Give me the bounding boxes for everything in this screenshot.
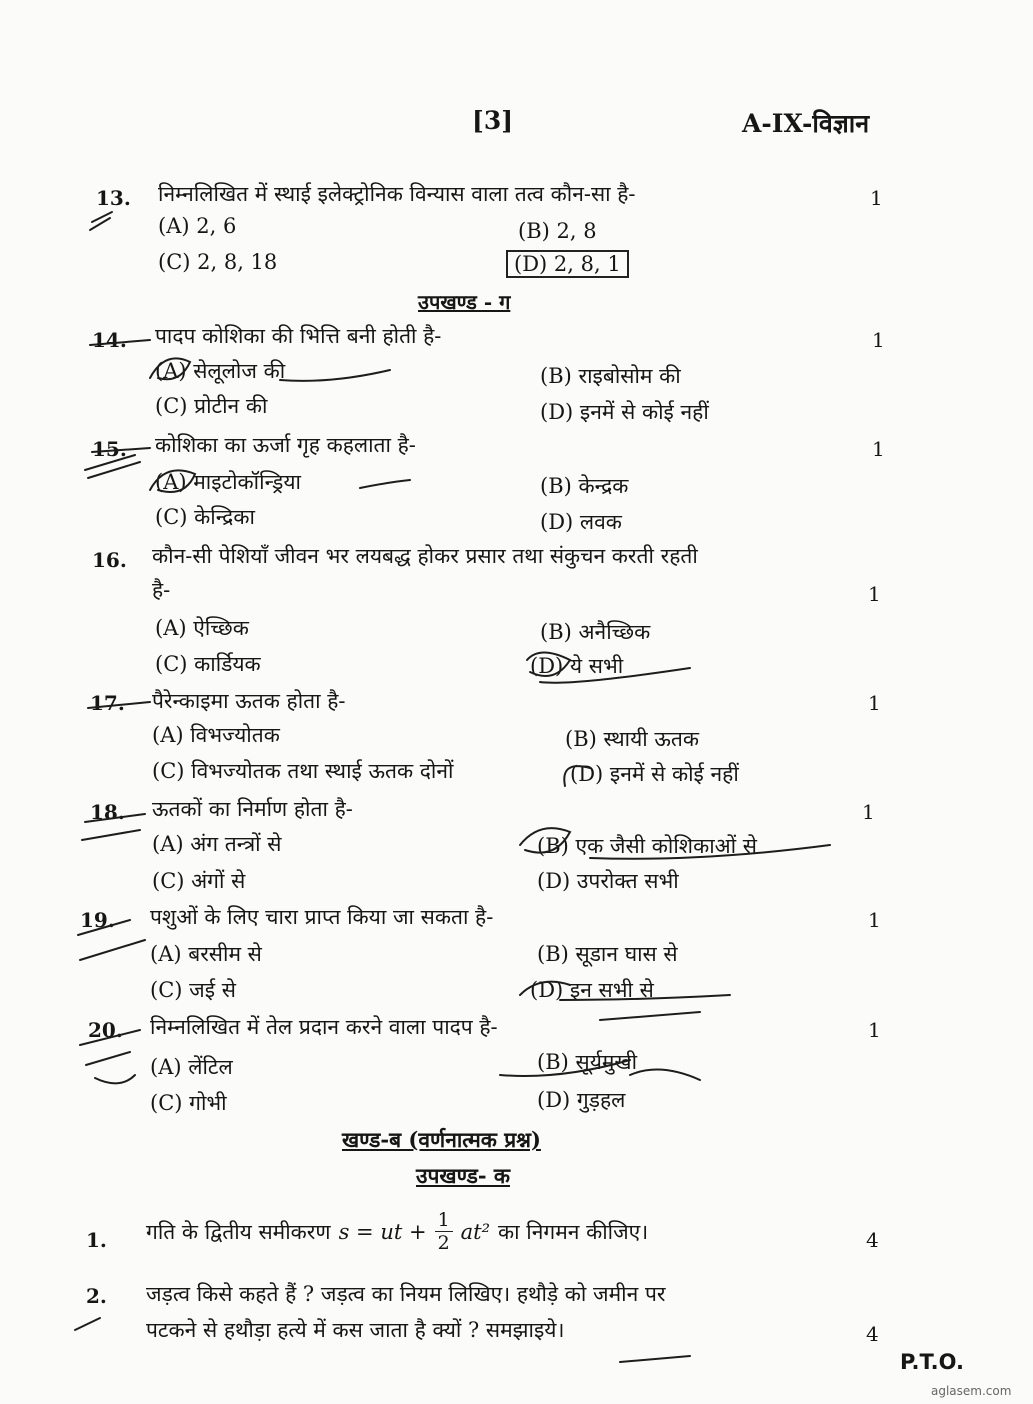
q19-text: पशुओं के लिए चारा प्राप्त किया जा सकता है- [150, 905, 494, 929]
q18-number: 18. [90, 800, 125, 824]
d1-mark: 4 [866, 1228, 879, 1252]
q15-option-b: (B) केन्द्रक [540, 474, 629, 498]
d1-question [146, 1209, 648, 1254]
q14-number: 14. [92, 328, 127, 352]
q14-option-b: (B) राइबोसोम की [540, 364, 681, 388]
q13-number: 13. [96, 186, 131, 210]
q17-number: 17. [90, 691, 125, 715]
watermark-source: aglasem.com [931, 1384, 1012, 1398]
q20-text: निम्नलिखित में तेल प्रदान करने वाला पादप है- [150, 1015, 498, 1039]
q18-option-b: (B) एक जैसी कोशिकाओं से [537, 834, 757, 858]
d1-fraction-numerator: 1 [435, 1209, 453, 1232]
q19-option-b: (B) सूडान घास से [537, 942, 678, 966]
q13-option-d: (D) 2, 8, 1 [506, 250, 629, 278]
q16-number: 16. [92, 548, 127, 572]
q15-option-a: (A) माइटोकॉन्ड्रिया [155, 470, 301, 494]
check-14 [280, 370, 390, 381]
q16-text: कौन-सी पेशियाँ जीवन भर लयबद्ध होकर प्रसार तथा संकुचन करती रहती [152, 544, 698, 568]
q19-option-d: (D) इन सभी से [530, 978, 654, 1002]
q15-mark: 1 [872, 437, 885, 461]
subsection-ka: उपखण्ड- क [416, 1163, 510, 1188]
q17-mark: 1 [868, 691, 881, 715]
circle-20 [95, 1075, 135, 1083]
tick-mark-13 [90, 212, 112, 230]
q16-mark: 1 [868, 582, 881, 606]
q18-option-a: (A) अंग तन्त्रों से [152, 832, 282, 856]
q19-number: 19. [80, 908, 115, 932]
page-number: [3] [472, 106, 514, 135]
q17-option-c: (C) विभज्योतक तथा स्थाई ऊतक दोनों [152, 759, 454, 783]
q17-text: पैरेन्काइमा ऊतक होता है- [152, 689, 346, 713]
q13-option-b: (B) 2, 8 [518, 219, 597, 243]
q16-option-d: (D) ये सभी [530, 654, 624, 678]
q20-option-b: (B) सूर्यमुखी [537, 1050, 638, 1074]
q16-option-c: (C) कार्डियक [155, 652, 261, 676]
q16-text-line2: है- [152, 578, 171, 602]
d1-equation-lhs: s = ut + [338, 1219, 427, 1244]
q20-number: 20. [88, 1018, 123, 1042]
d1-fraction-denominator: 2 [437, 1232, 450, 1254]
q19-option-a: (A) बरसीम से [150, 942, 262, 966]
q17-option-b: (B) स्थायी ऊतक [565, 727, 699, 751]
q18-option-c: (C) अंगों से [152, 869, 246, 893]
d2-line2: पटकने से हथौड़ा हत्ये में कस जाता है क्यों ? समझाइये। [146, 1318, 565, 1342]
q17-option-a: (A) विभज्योतक [152, 723, 280, 747]
q15-option-d: (D) लवक [540, 510, 622, 534]
d1-pre-text: गति के द्वितीय समीकरण [146, 1219, 331, 1244]
d2-mark: 4 [866, 1322, 879, 1346]
strike-20 [600, 1012, 700, 1020]
q14-option-d: (D) इनमें से कोई नहीं [540, 400, 709, 424]
q14-option-c: (C) प्रोटीन की [155, 394, 268, 418]
q13-text: निम्नलिखित में स्थाई इलेक्ट्रोनिक विन्यास वाला तत्व कौन-सा है- [158, 182, 636, 206]
q20-option-a: (A) लेंटिल [150, 1055, 233, 1079]
q18-text: ऊतकों का निर्माण होता है- [152, 797, 353, 821]
q13-option-c: (C) 2, 8, 18 [158, 250, 278, 274]
q18-option-d: (D) उपरोक्त सभी [537, 869, 679, 893]
d2-number: 2. [86, 1284, 107, 1308]
subsection-ga: उपखण्ड - ग [418, 290, 511, 314]
q17-option-d: (D) इनमें से कोई नहीं [570, 762, 739, 786]
q19-mark: 1 [868, 908, 881, 932]
q14-mark: 1 [872, 328, 885, 352]
q14-text: पादप कोशिका की भित्ति बनी होती है- [155, 324, 442, 348]
q20-mark: 1 [868, 1018, 881, 1042]
pto-label: P.T.O. [900, 1350, 964, 1374]
q15-text: कोशिका का ऊर्जा गृह कहलाता है- [155, 433, 416, 457]
q20-option-d: (D) गुड़हल [537, 1088, 626, 1112]
q16-option-b: (B) अनैच्छिक [540, 620, 651, 644]
section-b-heading: खण्ड-ब (वर्णनात्मक प्रश्न) [342, 1127, 541, 1152]
dash-footer [620, 1356, 690, 1362]
q20-option-c: (C) गोभी [150, 1091, 227, 1115]
q15-option-c: (C) केन्द्रिका [155, 505, 255, 529]
q15-number: 15. [92, 437, 127, 461]
q19-option-c: (C) जई से [150, 978, 236, 1002]
q14-option-a: (A) सेलूलोज की [155, 359, 286, 383]
d1-equation-rhs: at² [460, 1219, 491, 1244]
paper-code: A-IX-विज्ञान [742, 109, 870, 138]
d1-post-text: का निगमन कीजिए। [498, 1219, 649, 1244]
d1-fraction [435, 1209, 453, 1254]
d2-line1: जड़त्व किसे कहते हैं ? जड़त्व का नियम लिखिए। हथौड़े को जमीन पर [146, 1282, 666, 1306]
q13-option-a: (A) 2, 6 [158, 214, 237, 238]
d1-number: 1. [86, 1228, 107, 1252]
q16-option-a: (A) ऐच्छिक [155, 616, 249, 640]
tick-d2 [75, 1318, 100, 1330]
q13-mark: 1 [870, 186, 883, 210]
q18-mark: 1 [862, 800, 875, 824]
check-15 [360, 480, 410, 488]
